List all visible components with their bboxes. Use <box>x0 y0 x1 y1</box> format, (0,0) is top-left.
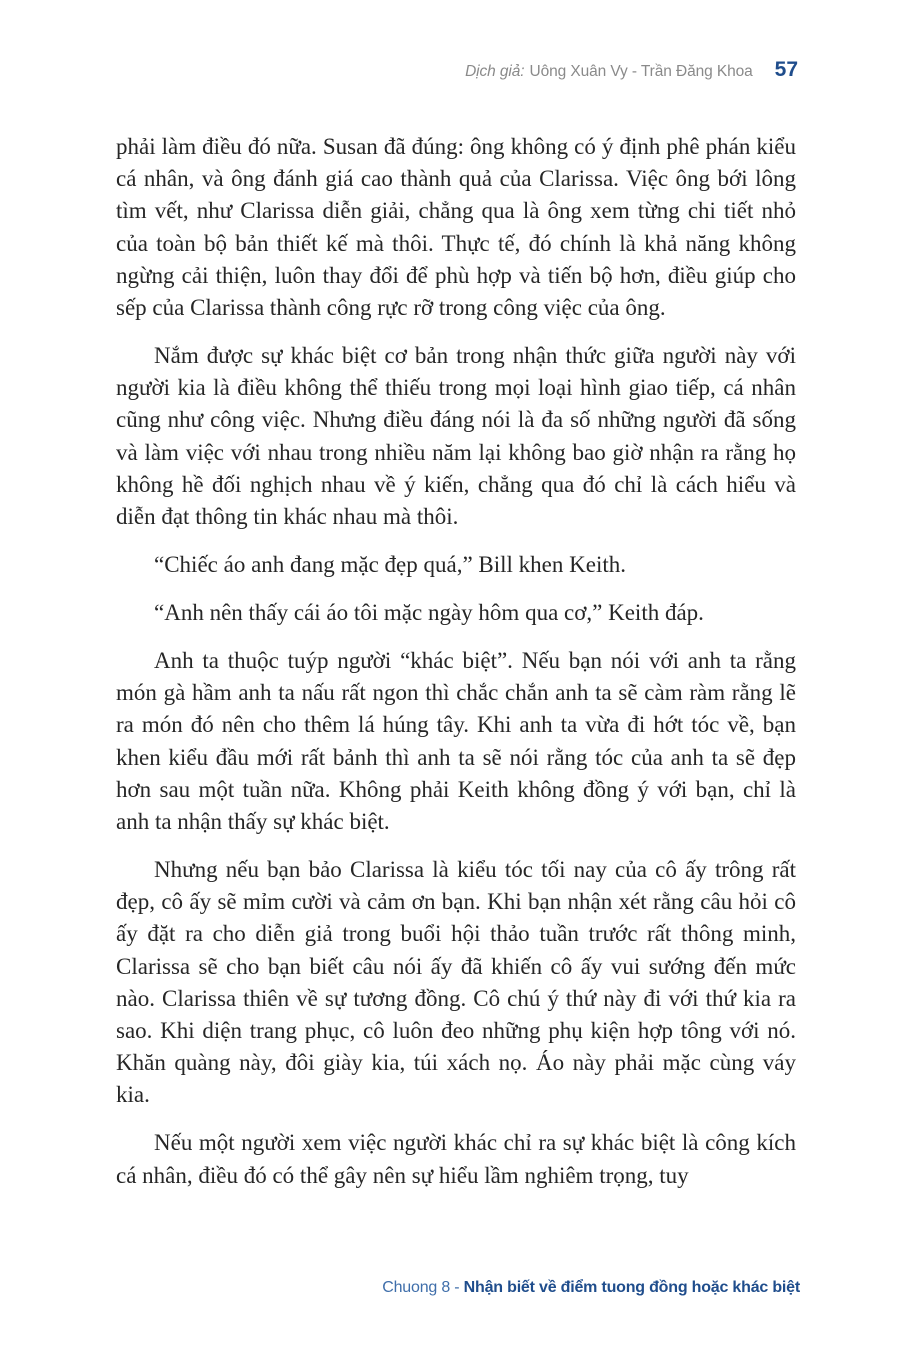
chapter-title: Nhận biết về điểm tuong đồng hoặc khác biệt <box>463 1279 800 1296</box>
paragraph: Nắm được sự khác biệt cơ bản trong nhận thức giữa người này với người kia là điều không thể thiếu trong mọi loại hình giao tiếp, cá nhân cũng như công việc. Nhưng điều đáng nói là đa số những người đã sống và làm việc với nhau trong nhiều năm lại không bao giờ nhận ra rằng họ không hề đối nghịch nhau về ý kiến, chẳng qua đó chỉ là cách hiểu và diễn đạt thông tin khác nhau mà thôi. <box>116 343 796 530</box>
chapter-separator: - <box>450 1279 464 1296</box>
paragraph: Nếu một người xem việc người khác chỉ ra sự khác biệt là công kích cá nhân, điều đó có thể gây nên sự hiểu lầm nghiêm trọng, tuy <box>116 1130 796 1188</box>
translator-label: Dịch giả: <box>465 63 525 80</box>
chapter-label: Chuong 8 <box>382 1279 451 1296</box>
paragraph: Nhưng nếu bạn bảo Clarissa là kiểu tóc tối nay của cô ấy trông rất đẹp, cô ấy sẽ mỉm cười và cảm ơn bạn. Khi bạn nhận xét rằng câu hỏi cô ấy đặt ra cho diễn giả trong buổi hội thảo tuần trước rất thông minh, Clarissa sẽ cho bạn biết câu nói ấy đã khiến cô ấy vui sướng đến mức nào. Clarissa thiên về sự tương đồng. Cô chú ý thứ này đi với thứ kia ra sao. Khi diện trang phục, cô luôn đeo những phụ kiện hợp tông với nó. Khăn quàng này, đôi giày kia, túi xách nọ. Áo này phải mặc cùng váy kia. <box>116 857 796 1108</box>
running-header <box>465 58 798 90</box>
dialogue-line: “Anh nên thấy cái áo tôi mặc ngày hôm qua cơ,” Keith đáp. <box>154 600 704 626</box>
body-text <box>116 131 796 1192</box>
dialogue-line: “Chiếc áo anh đang mặc đẹp quá,” Bill khen Keith. <box>154 552 626 578</box>
paragraph-continued: phải làm điều đó nữa. Susan đã đúng: ông không có ý định phê phán kiểu cá nhân, và ông đánh giá cao thành quả của Clarissa. Việc ông bới lông tìm vết, như Clarissa diễn giải, chẳng qua là ông xem từng chi tiết nhỏ của toàn bộ bản thiết kế mà thôi. Thực tế, đó chính là khả năng không ngừng cải thiện, luôn thay đổi để phù hợp và tiến bộ hơn, điều giúp cho sếp của Clarissa thành công rực rỡ trong công việc của ông. <box>116 134 796 321</box>
running-footer <box>382 1279 800 1297</box>
paragraph: Anh ta thuộc tuýp người “khác biệt”. Nếu bạn nói với anh ta rằng món gà hầm anh ta nấu rất ngon thì chắc chắn anh ta sẽ càm ràm rằng lẽ ra món đó nên cho thêm lá húng tây. Khi anh ta vừa đi hớt tóc về, bạn khen kiểu đầu mới rất bảnh thì anh ta sẽ nói rằng tóc của anh ta sẽ đẹp hơn sau một tuần nữa. Không phải Keith không đồng ý với bạn, chỉ là anh ta nhận thấy sự khác biệt. <box>116 648 796 835</box>
translator-names: Uông Xuân Vy - Trần Đăng Khoa <box>529 63 753 80</box>
page-number: 57 <box>774 58 798 81</box>
